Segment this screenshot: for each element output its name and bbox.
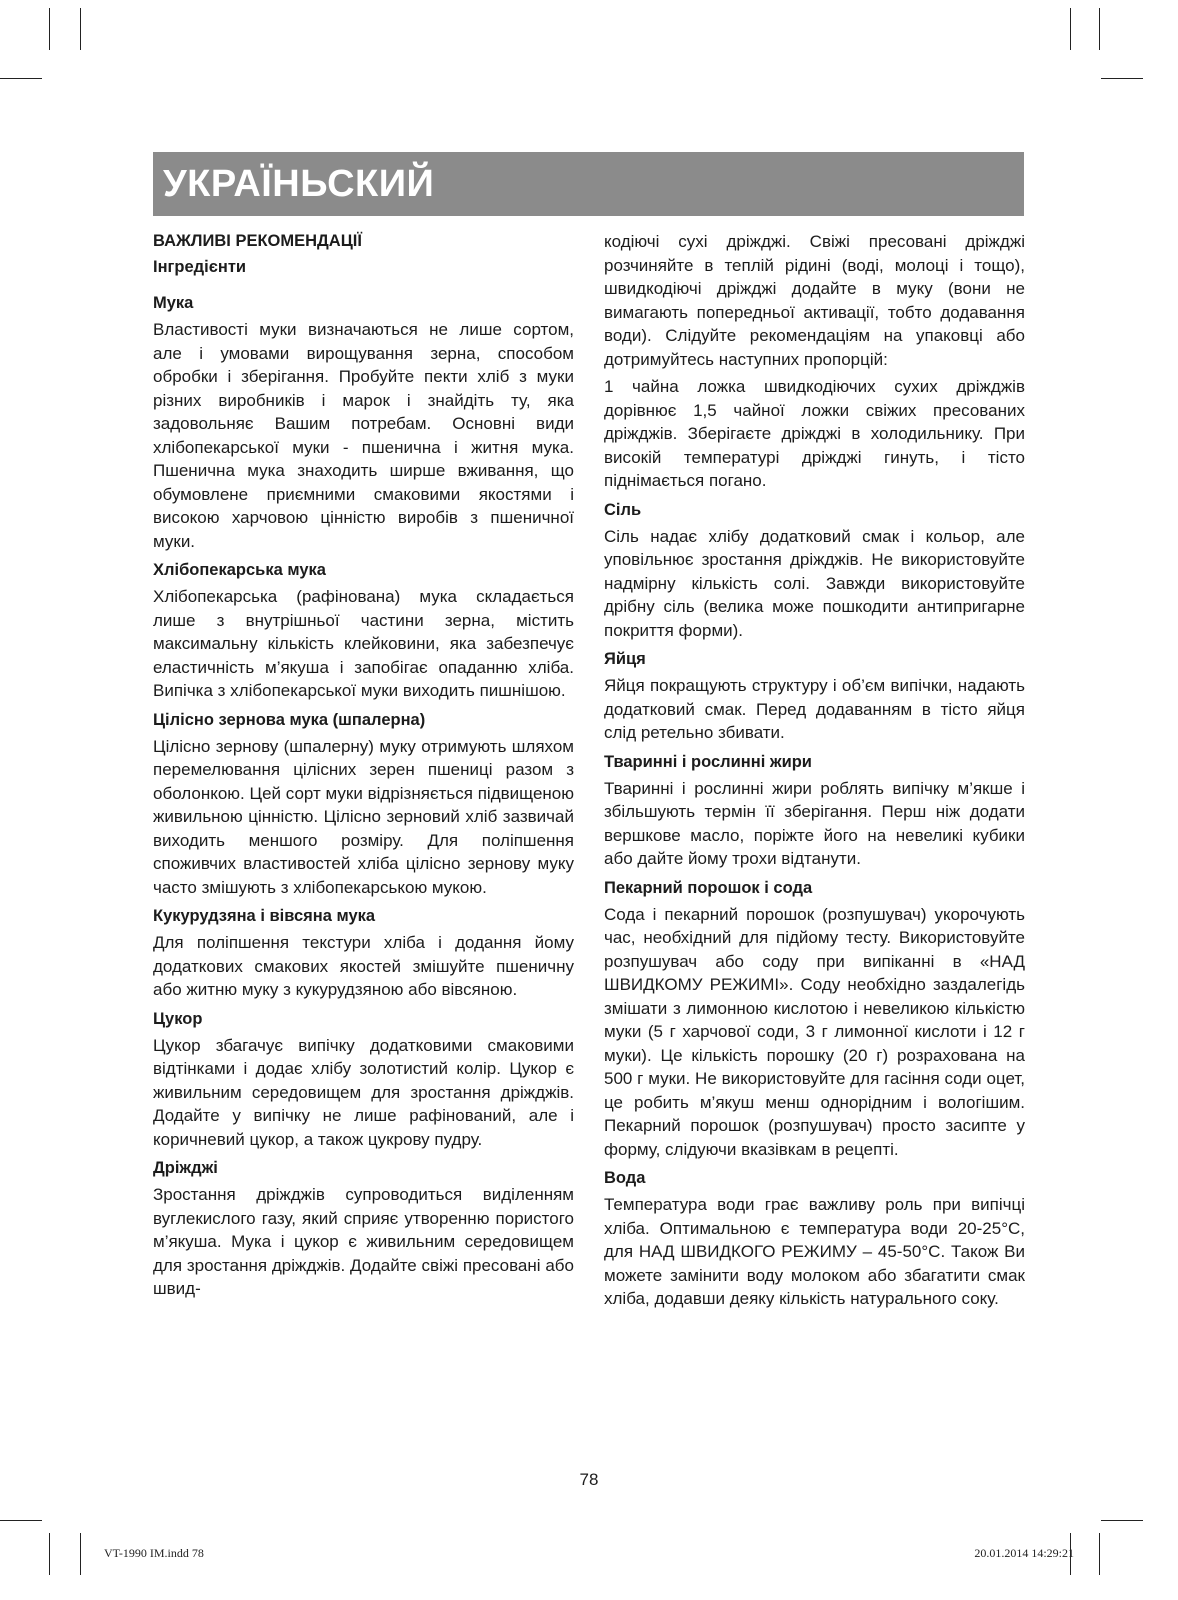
paragraph-flour: Властивості муки визначаються не лише сортом, але і умовами вирощування зерна, способом обробки і зберігання. Пробуйте пекти хліб з муки різних виробників і марок і знайдіть ту, яка задовольняє Вашим потребам. Основні види хлібопекарської муки - пшенична і житня мука. Пшенична мука знаходить ширше вживання, що обумовлене приємними смаковими якостями і високою харчовою цінністю виробів з пшеничної муки. — [153, 320, 574, 551]
heading-water: Вода — [604, 1169, 646, 1187]
heading-eggs: Яйця — [604, 650, 646, 668]
paragraph-baking-powder: Сода і пекарний порошок (розпушувач) укорочують час, необхідний для підйому тесту. Використовуйте розпушувач або соду при випіканні в «НАД ШВИДКОМУ РЕЖИМІ». Соду необхідно заздалегідь змішати з лимонною кислотою і невеликою кількістю муки (5 г харчової соди, 3 г лимонної кислоти і 12 г муки). Це кількість порошку (20 г) розрахована на 500 г муки. Не використовуйте для гасіння соди оцет, це робить м’якуш менш однорідним і вологішим. Пекарний порошок (розпушувач) просто засипте у форму, слідуючи вказівкам в рецепті. — [604, 904, 1025, 1159]
paragraph-water: Температура води грає важливу роль при випічці хліба. Оптимальною є температура води 20-25°С, для НАД ШВИДКОГО РЕЖИМУ – 45-50°С. Також Ви можете замінити воду молоком або збагатити смак хліба, додавши деяку кількість натурального соку. — [604, 1195, 1025, 1308]
crop-mark — [1099, 8, 1100, 50]
crop-mark — [1101, 78, 1143, 79]
language-title-band — [153, 152, 1024, 216]
crop-mark — [0, 78, 42, 79]
language-title: УКРАЇНЬСКИЙ — [163, 163, 435, 205]
crop-mark — [1070, 8, 1071, 50]
heading-bread-flour: Хлібопекарська мука — [153, 561, 326, 579]
paragraph-fats: Тваринні і рослинні жири роблять випічку м’якше і збільшують термін її зберігання. Перш ніж додати вершкове масло, поріжте його на невеликі кубики або дайте йому трохи відтанути. — [604, 778, 1025, 868]
print-slug-timestamp: 20.01.2014 14:29:21 — [974, 1546, 1074, 1560]
right-column — [604, 230, 1025, 1315]
paragraph-sugar: Цукор збагачує випічку додатковими смаковими відтінками і додає хлібу золотистий колір. Цукор є живильним середовищем для зростання дріжджів. Додайте у випічку не лише рафінований, але і коричневий цукор, а також цукрову пудру. — [153, 1035, 574, 1149]
section-subtitle: Інгредієнти — [153, 258, 247, 276]
heading-baking-powder: Пекарний порошок і сода — [604, 878, 813, 897]
section-title: ВАЖЛИВІ РЕКОМЕНДАЦІЇ — [153, 232, 362, 250]
paragraph-yeast-proportion: 1 чайна ложка швидкодіючих сухих дріжджів дорівнює 1,5 чайної ложки свіжих пресованих дріжджів. Зберігаєте дріжджі в холодильнику. При високій температурі дріжджі гинуть, і тісто піднімається погано. — [604, 377, 1025, 490]
heading-fats: Тваринні і рослинні жири — [604, 752, 812, 771]
heading-flour: Мука — [153, 294, 194, 312]
crop-mark — [80, 1533, 81, 1575]
heading-yeast: Дріжджі — [153, 1159, 218, 1177]
crop-mark — [80, 8, 81, 50]
paragraph-bread-flour: Хлібопекарська (рафінована) мука складається лише з внутрішньої частини зерна, містить максимальну кількість клейковини, яка забезпечує еластичність м’якуша і запобігає опаданню хліба. Випічка з хлібопекарської муки виходить пишнішою. — [153, 587, 574, 700]
paragraph-yeast-continued: кодіючі сухі дріжджі. Свіжі пресовані дріжджі розчиняйте в теплій рідині (воді, молоці і тощо), швидкодіючі дріжджі додайте в муку (вони не вимагають попередньої активації, тобто додавання води). Слідуйте рекомендаціям на упаковці або дотримуйтесь наступних пропорцій: — [604, 232, 1025, 369]
paragraph-yeast: Зростання дріжджів супроводиться виділенням вуглекислого газу, який сприяє утворенню пористого м’якуша. Мука і цукор є живильним середовищем для зростання дріжджів. Додайте свіжі пресовані або швид- — [153, 1185, 574, 1298]
page-number: 78 — [579, 1470, 599, 1489]
heading-wholegrain-flour: Цілісно зернова мука (шпалерна) — [153, 710, 426, 729]
heading-corn-oat-flour: Кукурудзяна і вівсяна мука — [153, 907, 376, 925]
crop-mark — [49, 1533, 50, 1575]
paragraph-eggs: Яйця покращують структуру і об’єм випічки, надають додатковий смак. Перед додаванням в тісто яйця слід ретельно збивати. — [604, 676, 1025, 742]
print-slug-filename: VT-1990 IM.indd 78 — [104, 1546, 204, 1560]
crop-mark — [0, 1520, 42, 1521]
paragraph-wholegrain-flour: Цілісно зернову (шпалерну) муку отримують шляхом перемелювання цілісних зерен пшениці разом з оболонкою. Цей сорт муки відрізняється підвищеною живильною цінністю. Цілісно зерновий хліб зазвичай виходить меншого розміру. Для поліпшення споживчих властивостей хліба цілісно зернову муку часто змішують з хлібопекарською мукою. — [153, 736, 574, 897]
paragraph-salt: Сіль надає хлібу додатковий смак і кольор, але уповільнює зростання дріжджів. Не використовуйте надмірну кількість солі. Завжди використовуйте дрібну сіль (велика може пошкодити антипригарне покриття форми). — [604, 526, 1025, 640]
crop-mark — [1099, 1533, 1100, 1575]
heading-sugar: Цукор — [153, 1009, 203, 1028]
crop-mark — [1101, 1520, 1143, 1521]
left-column — [153, 230, 574, 1305]
crop-mark — [49, 8, 50, 50]
heading-salt: Сіль — [604, 500, 642, 519]
paragraph-corn-oat-flour: Для поліпшення текстури хліба і додання йому додаткових смакових якостей змішуйте пшеничну або житню муку з кукурудзяною або вівсяною. — [153, 933, 574, 999]
